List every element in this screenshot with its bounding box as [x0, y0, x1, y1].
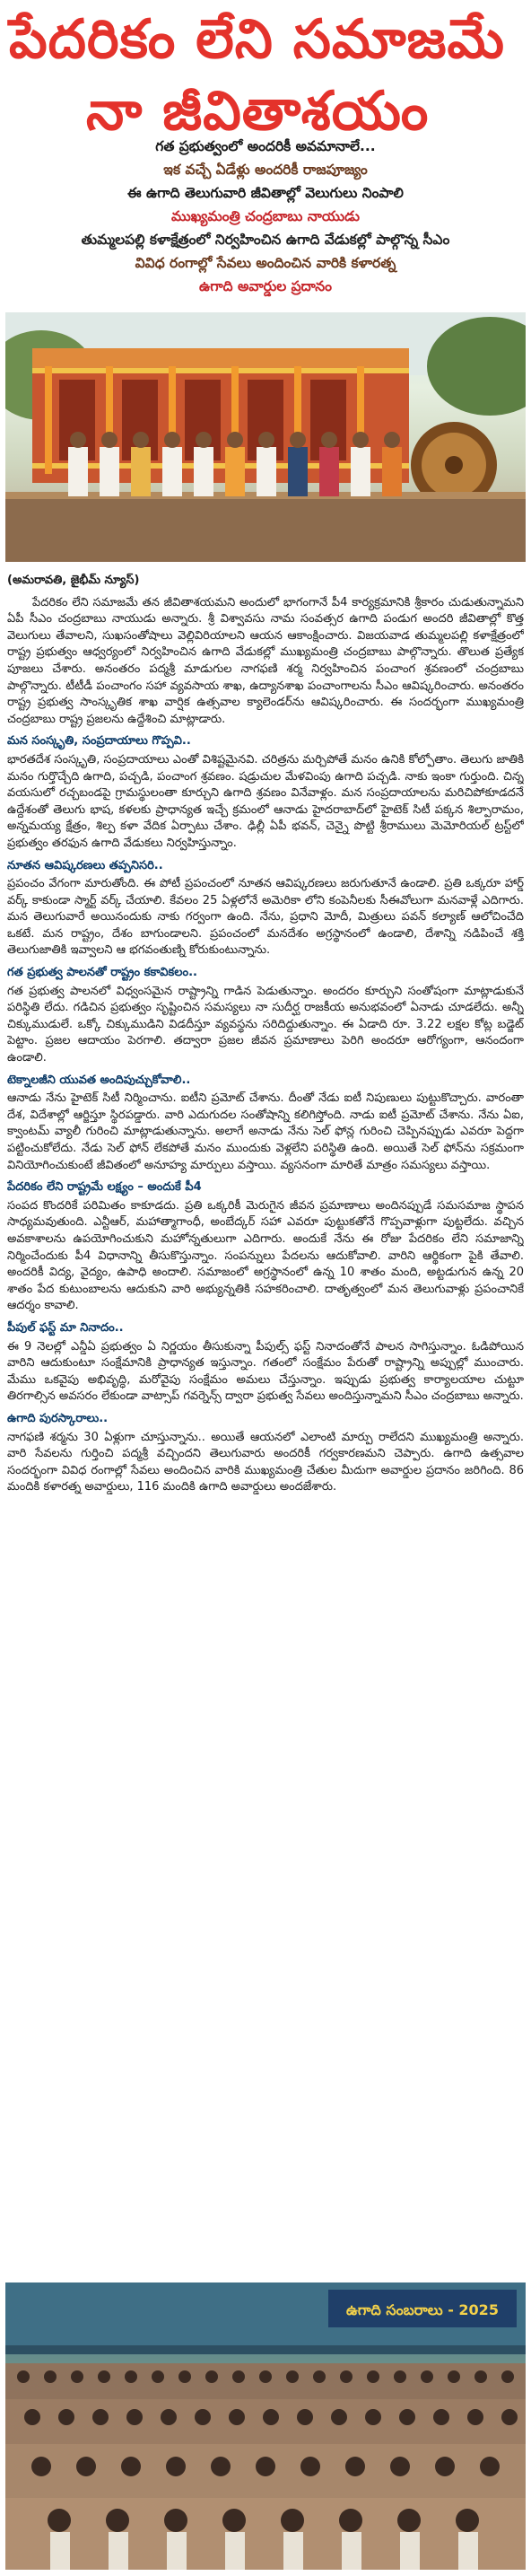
section-title-people-first: పీపుల్ ఫస్ట్ మా నినాదం.. [7, 1320, 124, 1335]
section-text-previous-government: గత ప్రభుత్వ పాలనలో విధ్వంసమైన రాష్ట్రాన్ని గాడిన పెడుతున్నాం. అందరం కూర్చుని సంతోషంగా మాట్లాడుకునే పరిస్థితి లేదు. గడిచిన ప్రభుత్వం సృష్టించిన సమస్యలు నా సుదీర్ఘ రాజకీయ అనుభవంలో ఏనాడు చూడలేదు. అన్నీ చిక్కుముడులే. ఒక్కో చిక్కుముడిని విడదీస్తూ వ్యవస్థను సరిదిద్దుతున్నాం. ఈ ఏడాది రూ. 3.22 లక్షల కోట్ల బడ్జెట్ పెట్టాం. ప్రజల ఆదాయం పెరగాలి. తద్వారా ప్రజల జీవన ప్రమాణాలు పెరిగి అందరూ ఆరోగ్యంగా, ఆనందంగా ఉండాలి. [7, 984, 524, 1065]
headline-line-1: పేదరికం లేని సమాజమే [9, 8, 505, 71]
intro-paragraph: పేదరికం లేని సమాజమే తన జీవితాశయమని అందులో భాగంగానే పీ4 కార్యక్రమానికి శ్రీకారం చుడుతున్నామని ఏపీ సీఎం చంద్రబాబు నాయుడు అన్నారు. శ్రీ విశ్వావసు నామ సంవత్సర ఉగాది పండుగ అందరి జీవితాల్లో కొత్త వెలుగులు తేవాలని, సుఖసంతోషాలు వెల్లివిరియాలని ఆయన ఆకాంక్షించారు. విజయవాడ తుమ్మలపల్లి కళాక్షేత్రంలో రాష్ట్ర ప్రభుత్వం ఆధ్వర్యంలో నిర్వహించిన ఉగాది వేడుకల్లో ముఖ్యమంత్రి చంద్రబాబు పాల్గొన్నారు. తొలుత ప్రత్యేక పూజలు చేశారు. అనంతరం పద్మశ్రీ మాడుగుల నాగఫణి శర్మ నిర్వహించిన పంచాంగ శ్రవణంలో చంద్రబాబు పాల్గొన్నారు. టీటీడీ పంచాంగం సహా వ్యవసాయ శాఖ, ఉద్యానశాఖ పంచాంగాలను సీఎం ఆవిష్కరించారు. అనంతరం రాష్ట్ర ప్రభుత్వ సాంస్కృతిక శాఖ వార్షిక ఉత్సవాల క్యాలెండర్‌ను ఆవిష్కరించారు. ఈ సందర్భంగా ముఖ్యమంత్రి చంద్రబాబు రాష్ట్ర ప్రజలను ఉద్దేశించి మాట్లాడారు. [7, 595, 524, 726]
section-title-awards: ఉగాది పురస్కారాలు.. [7, 1411, 109, 1425]
subhead-2: ఇక వచ్చే ఏడేళ్లు అందరికీ రాజపూజ్యం [163, 162, 368, 178]
subhead-1: గత ప్రభుత్వంలో అందరికీ అవమానాలే... [155, 138, 376, 154]
section-text-people-first: ఈ 9 నెలల్లో ఎన్డీఏ ప్రభుత్వం ఏ నిర్ణయం తీసుకున్నా పీపుల్స్ ఫస్ట్ నినాదంతోనే పాలన సాగిస్తున్నాం. ఓడిపోయిన వారిని ఆదుకుంటూ సంక్షేమానికి ప్రాధాన్యత ఇస్తున్నాం. గతంలో సంక్షేమం పేరుతో రాష్ట్రాన్ని అప్పుల్లో ముంచారు. మేము ఒకవైపు అభివృద్ధి, మరోవైపు సంక్షేమం అమలు చేస్తున్నాం. ఇప్పుడు ప్రభుత్వ కార్యాలయాల చుట్టూ తిరగాల్సిన అవసరం లేకుండా వాట్సాప్ గవర్నెన్స్ ద్వారా ప్రభుత్వ సేవలు అందిస్తున్నామని సీఎం చంద్రబాబు అన్నారు. [7, 1339, 524, 1404]
subhead-3: ఈ ఉగాది తెలుగువారి జీవితాల్లో వెలుగులు నింపాలి [127, 185, 404, 201]
section-text-technology: ఆనాడు నేను హైటెక్ సిటీ నిర్మించాను. ఐటీని ప్రమోట్ చేశాను. దీంతో నేడు ఐటీ నిపుణులు పుట్టుకొచ్చారు. వారంతా దేశ, విదేశాల్లో ఆర్జిస్తూ స్థిరపడ్డారు. వారి ఎదుగుదల సంతోషాన్ని కలిగిస్తోంది. నాడు ఐటీ ప్రమోట్ చేశాను. నేను ఏఐ, క్వాంటమ్ వ్యాలీ గురించి మాట్లాడుతున్నాను. అలాగే అనాడు నేను సెల్ ఫోన్ల గురించి చెప్పినప్పుడు ఎవరూ పెద్దగా పట్టించుకోలేదు. నేడు సెల్ ఫోన్ లేకపోతే మనం ముందుకు వెళ్లలేని పరిస్థితి ఉంది. అయితే సెల్ ఫోన్‌ను సక్రమంగా వినియోగించుకుంటే జీవితంలో అనూహ్య మార్పులు వస్తాయి. వ్యసనంగా మారితే మాత్రం సమస్యలు వస్తాయి. [7, 1091, 524, 1172]
section-text-innovation: ప్రపంచం వేగంగా మారుతోంది. ఈ పోటీ ప్రపంచంలో నూతన ఆవిష్కరణలు జరుగుతూనే ఉండాలి. ప్రతి ఒక్కరూ హార్డ్ వర్క్ కాకుండా స్మార్ట్ వర్క్ చేయాలి. కేవలం 25 ఏళ్లలోనే అమెరికా లోని కంపెనీలకు సీఈవోలుగా మనవాళ్లే ఎదిగారు. మన తెలుగువారే అయినందుకు నాకు గర్వంగా ఉంది. నేను, ప్రధాని మోదీ, మిత్రులు పవన్ కల్యాణ్ ఆలోచించేది ఒకటే. మన రాష్ట్రం, దేశం బాగుండాలని. ప్రపంచంలో మనదేశం అగ్రస్థానంలో ఉండాలి, దేశాన్ని నడిపించే శక్తి తెలుగుజాతికి ఇవ్వాలని ఆ భగవంతుణ్ని కోరుకుంటున్నాను. [7, 877, 524, 958]
section-title-culture: మన సంస్కృతి, సంప్రదాయాలు గొప్పవి.. [7, 734, 191, 749]
article-body [7, 573, 524, 2274]
subhead-7: ఉగాది అవార్డుల ప్రదానం [199, 278, 332, 294]
section-text-awards: నాగఫణి శర్మను 30 ఏళ్లుగా చూస్తున్నాను.. అయితే ఆయనలో ఎలాంటి మార్పు రాలేదని ముఖ్యమంత్రి అన్నారు. వారి సేవలను గుర్తించి పద్మశ్రీ వచ్చిందని తెలుగువారు అందరికీ గర్వకారణమని చెప్పారు. ఉగాది ఉత్సవాల సందర్భంగా వివిధ రంగాల్లో సేవలు అందించిన వారికి ముఖ్యమంత్రి చేతుల మీదుగా అవార్డుల ప్రదానం జరిగింది. 86 మందికి కళారత్న అవార్డులు, 116 మందికి ఉగాది అవార్డులు అందజేశారు. [7, 1430, 524, 1494]
subheads [0, 135, 531, 323]
section-text-p4: సంపద కొందరికే పరిమితం కాకూడదు. ప్రతి ఒక్కరికీ మెరుగైన జీవన ప్రమాణాలు అందినప్పుడే సమసమాజ స్థాపన సాధ్యమవుతుంది. ఎన్టీఆర్, మహాత్మాగాంధీ, అంబేద్కర్ సహా ఎవరూ పుట్టుకతోనే గొప్పవాళ్లుగా పుట్టలేదు. వచ్చిన అవకాశాలను ఉపయోగించుకుని మహోన్నతులుగా ఎదిగారు. అందుకే నేను ఈ రోజు పేదరికం లేని సమాజాన్ని నిర్మించేందుకు పీ4 విధానాన్ని తీసుకొస్తున్నాం. సంపన్నులు పేదలను ఆదుకోవాలి. వారిని ఆర్థికంగా పైకి తేవాలి. అందరికీ విద్య, వైద్యం, ఉపాధి అందాలి. సమాజంలో అగ్రస్థానంలో ఉన్న 10 శాతం మంది, అట్టడుగున ఉన్న 20 శాతం పేద కుటుంబాలను ఆదుకుని వారి అభ్యున్నతికి సహకరించాలి. దాతృత్వంలో మన తెలుగువాళ్లు ప్రపంచానికే ఆదర్శం కావాలి. [7, 1198, 524, 1313]
subhead-5: తుమ్మలపల్లి కళాక్షేత్రంలో నిర్వహించిన ఉగాది వేడుకల్లో పాల్గొన్న సీఎం [81, 232, 450, 248]
section-title-p4: పేదరికం లేని రాష్ట్రమే లక్ష్యం – అందుకే పీ4 [7, 1180, 202, 1195]
section-title-previous-government: గత ప్రభుత్వ పాలనతో రాష్ట్రం కకావికలం.. [7, 966, 197, 980]
event-stage-photo [5, 312, 526, 562]
subhead-6: వివిధ రంగాల్లో సేవలు అందించిన వారికి కళారత్న [135, 255, 396, 271]
headline [0, 0, 531, 151]
byline: (అమరావతి, జైభీమ్ న్యూస్) [7, 574, 140, 587]
audience-illustration [5, 2282, 526, 2570]
photo-banner-text: ఉగాది సంబరాలు - 2025 [346, 2301, 499, 2318]
section-text-culture: భారతదేశ సంస్కృతి, సంప్రదాయాలు ఎంతో విశిష్టమైనవి. చరిత్రను మర్చిపోతే మనం ఉనికి కోల్పోతాం. తెలుగు జాతికి మనం గుర్తొచ్చేది ఉగాది, పచ్చడి, పంచాంగ శ్రవణం. షడ్రుచుల మేళవింపు ఉగాది పచ్చడి. నాకు ఇంకా గుర్తుంది. చిన్న వయసులో రచ్చబండపై గ్రామస్థులంతా కూర్చుని ఉగాది శ్రవణం వినేవాళ్లం. మన సంప్రదాయాలను మరిచిపోకూడదనే ఉద్దేశంతో తెలుగు భాష, కళలకు ప్రాధాన్యత ఇచ్చే క్రమంలో ఆనాడు హైదరాబాద్‌లో హైటెక్ సిటీ పక్కన శిల్పారామం, అన్నమయ్య క్షేత్రం, శిల్ప కళా వేదిక ఏర్పాటు చేశాం. ఢిల్లీ ఏపీ భవన్, చెన్నై పొట్టి శ్రీరాములు మెమోరియల్ ట్రస్ట్‌లో ప్రభుత్వం తరఫున ఉగాది వేడుకలు నిర్వహిస్తున్నాం. [7, 752, 524, 850]
section-title-technology: టెక్నాలజీని యువత అందిపుచ్చుకోవాలి.. [7, 1073, 191, 1087]
audience-photo [5, 2282, 526, 2570]
stage-illustration [5, 312, 526, 562]
section-title-innovation: నూతన ఆవిష్కరణలు తప్పనిసరి.. [7, 858, 163, 872]
subhead-4: ముఖ్యమంత్రి చంద్రబాబు నాయుడు [171, 208, 360, 224]
headline-line-2: నా జీవితాశయం [86, 80, 430, 143]
